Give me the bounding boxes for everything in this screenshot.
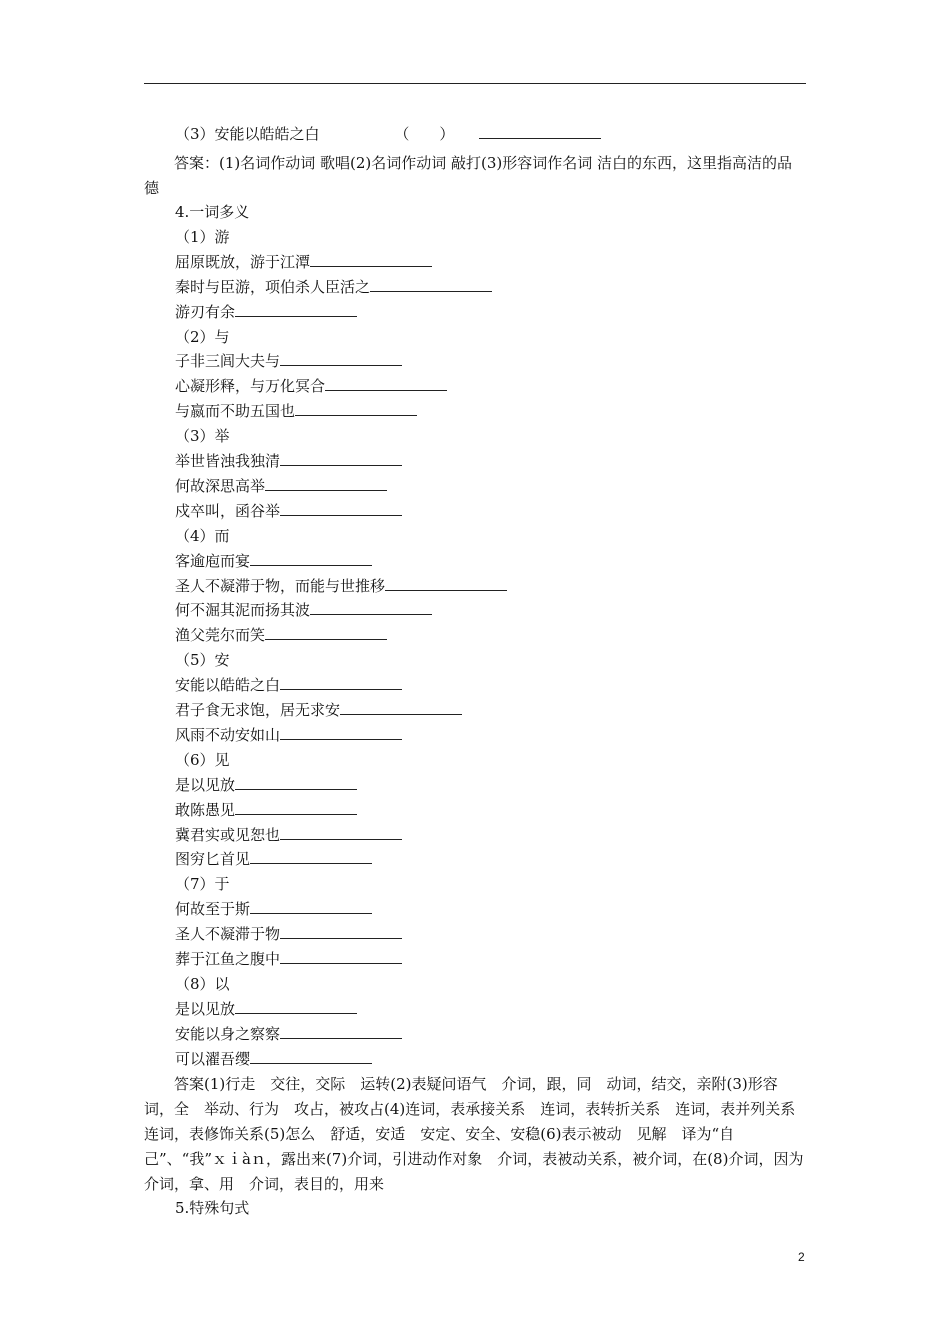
item-text: 何不淈其泥而扬其波 [175, 601, 311, 619]
answer-block-2: 答案(1)行走 交往，交际 运转(2)表疑问语气 介词，跟，同 动词，结交，亲附(3)形容词，全 举动、行为 攻占，被攻占(4)连词，表承接关系 连词，表转折关系 连词，表并列关系 连词，表修饰关系(5)怎么 舒适，安适 安定、安全、安稳(6)表示被动 见解 译为“自己”、“我”ｘｉàｎ，露出来(7)介词，引进动作对象 介词，表被动关系，被介词，在(8)介词，因为 介词，拿、用 介词，表目的，用来 [144, 1075, 819, 1193]
answer-blank [310, 252, 432, 267]
answer-blank [479, 124, 601, 139]
answer-blank [370, 277, 492, 292]
group-item [175, 725, 402, 745]
item-text: 戍卒叫，函谷举 [175, 502, 281, 520]
answer-blank [265, 625, 387, 640]
item-text: 是以见放 [175, 1000, 236, 1018]
answer-blank [280, 501, 402, 516]
item-text: 何故至于斯 [175, 900, 251, 918]
item-text: 子非三闾大夫与 [175, 352, 281, 370]
item-text: 安能以皓皓之白 [175, 676, 281, 694]
item-text: 与嬴而不助五国也 [175, 402, 296, 420]
page-number: 2 [798, 1250, 805, 1264]
answer-blank [280, 351, 402, 366]
item-text: 屈原既放，游于江潭 [175, 253, 311, 271]
group-item [175, 600, 432, 620]
group-item [175, 252, 432, 272]
answer-blank [280, 924, 402, 939]
answer-blank [325, 376, 447, 391]
group-item [175, 401, 417, 421]
group-item [175, 277, 492, 297]
question-3-label: （3）安能以皓皓之白 [175, 125, 320, 143]
group-item [175, 376, 447, 396]
header-rule [144, 83, 806, 84]
group-item [175, 825, 402, 845]
item-text: 葬于江鱼之腹中 [175, 950, 281, 968]
group-item [175, 576, 507, 596]
item-text: 君子食无求饱，居无求安 [175, 701, 341, 719]
item-text: 圣人不凝滞于物 [175, 925, 281, 943]
group-item [175, 849, 372, 869]
section-4-title: 4.一词多义 [175, 203, 250, 221]
answer-blank [280, 1024, 402, 1039]
answer-blank [310, 600, 432, 615]
group-item [175, 700, 462, 720]
item-text: 举世皆浊我独清 [175, 452, 281, 470]
group-head: （8）以 [175, 975, 230, 993]
group-head: （4）而 [175, 527, 230, 545]
group-item [175, 800, 357, 820]
group-item [175, 1049, 372, 1069]
group-item [175, 899, 372, 919]
item-text: 风雨不动安如山 [175, 726, 281, 744]
answer-blank [250, 551, 372, 566]
answer-blank [280, 675, 402, 690]
item-text: 心凝形释，与万化冥合 [175, 377, 326, 395]
item-text: 图穷匕首见 [175, 850, 251, 868]
group-item [175, 476, 387, 496]
answer-blank [340, 700, 462, 715]
answer-blank [280, 949, 402, 964]
group-item [175, 501, 402, 521]
group-item [175, 451, 402, 471]
group-item [175, 949, 402, 969]
answer-blank [250, 849, 372, 864]
answer-paren: （ ） [394, 125, 455, 143]
group-item [175, 999, 357, 1019]
answer-block-1: 答案：(1)名词作动词 歌唱(2)名词作动词 敲打(3)形容词作名词 洁白的东西，这里指高洁的品德 [144, 154, 793, 197]
item-text: 秦时与臣游，项伯杀人臣活之 [175, 278, 371, 296]
answer-blank [235, 800, 357, 815]
answer-blank [280, 825, 402, 840]
answer-blank [385, 576, 507, 591]
item-text: 渔父莞尔而笑 [175, 626, 266, 644]
question-3-line [175, 124, 601, 144]
answer-blank [250, 899, 372, 914]
item-text: 敢陈愚见 [175, 801, 236, 819]
group-head: （5）安 [175, 651, 230, 669]
answer-blank [235, 999, 357, 1014]
item-text: 可以濯吾缨 [175, 1050, 251, 1068]
answer-blank [280, 451, 402, 466]
group-head: （1）游 [175, 228, 230, 246]
answer-blank [250, 1049, 372, 1064]
answer-blank [265, 476, 387, 491]
group-item [175, 675, 402, 695]
item-text: 是以见放 [175, 776, 236, 794]
group-item [175, 924, 402, 944]
group-item [175, 1024, 402, 1044]
item-text: 圣人不凝滞于物，而能与世推移 [175, 577, 386, 595]
group-head: （7）于 [175, 875, 230, 893]
answer-blank [235, 302, 357, 317]
item-text: 冀君实或见恕也 [175, 826, 281, 844]
answer-blank [235, 775, 357, 790]
item-text: 何故深思高举 [175, 477, 266, 495]
item-text: 安能以身之察察 [175, 1025, 281, 1043]
answer-blank [295, 401, 417, 416]
answer-blank [280, 725, 402, 740]
section-5-title: 5.特殊句式 [175, 1199, 250, 1217]
group-item [175, 625, 387, 645]
group-item [175, 302, 357, 322]
group-head: （3）举 [175, 427, 230, 445]
group-item [175, 351, 402, 371]
group-head: （2）与 [175, 328, 230, 346]
group-item [175, 775, 357, 795]
item-text: 客逾庖而宴 [175, 552, 251, 570]
item-text: 游刃有余 [175, 303, 236, 321]
group-item [175, 551, 372, 571]
group-head: （6）见 [175, 751, 230, 769]
